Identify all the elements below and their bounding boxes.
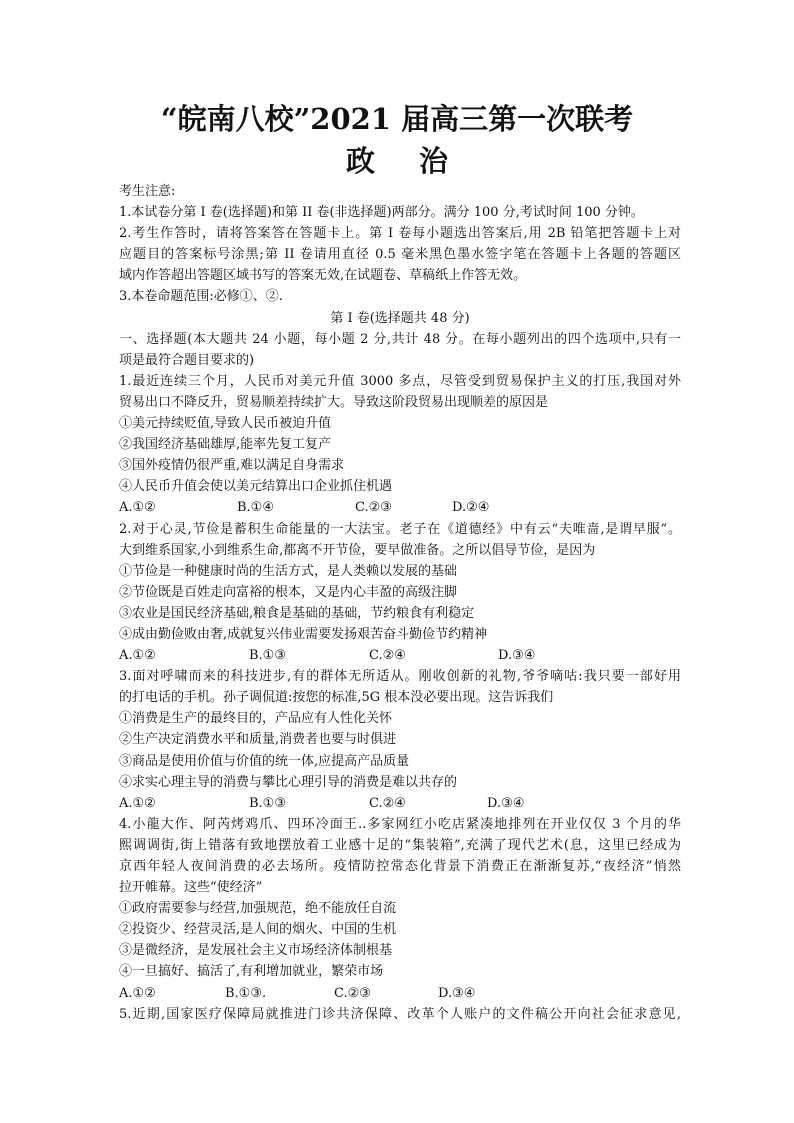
option-a: A.①② xyxy=(119,795,156,811)
subject-char-2: 治 xyxy=(419,144,449,178)
question-stem: 贸易出口不降反升，贸易顺差持续扩大。导致这阶段贸易出现顺差的原因是 xyxy=(119,394,549,410)
question-item: ②投资少、经营灵活,是人间的烟火、中国的生机 xyxy=(119,922,397,938)
option-a: A.①② xyxy=(119,500,156,516)
question-item: ③商品是使用价值与价值的统一体,应提高产品质量 xyxy=(119,753,410,769)
question-item: ④一旦搞好、搞活了,有利增加就业，繁荣市场 xyxy=(119,964,384,980)
question-5-stem: 5.近期,国家医疗保障局就推进门诊共济保障、改革个人账户的文件稿公开向社会征求意见, xyxy=(119,1006,681,1022)
option-c: C.②③ xyxy=(355,500,392,516)
notice-line: 3.本卷命题范围:必修①、②. xyxy=(119,289,283,305)
question-item: ④人民币升值会使以美元结算出口企业抓住机遇 xyxy=(119,479,393,495)
question-3 xyxy=(119,666,681,814)
question-item: ①政府需要参与经营,加强规范，绝不能放任自流 xyxy=(119,901,397,917)
answer-options xyxy=(119,983,681,1004)
question-item: ③是微经济，是发展社会主义市场经济体制根基 xyxy=(119,943,393,959)
notice-line: 应题目的答案标号涂黑;第 II 卷请用直径 0.5 毫米黑色墨水签字笔在答题卡上各题的答题区 xyxy=(119,247,681,263)
question-stem: 1.最近连续三个月，人民币对美元升值 3000 多点，尽管受到贸易保护主义的打压,我国对外 xyxy=(119,373,681,389)
exam-body xyxy=(119,181,681,1025)
option-c: C.②④ xyxy=(369,795,406,811)
answer-options xyxy=(119,497,681,518)
question-stem: 熙调调街,街上错落有致地摆放着工业感十足的“集装箱”,充满了现代艺术(息，这里已经成为 xyxy=(119,837,681,853)
question-4 xyxy=(119,814,681,1004)
option-a: A.①② xyxy=(119,985,156,1001)
option-a: A.①② xyxy=(119,648,156,664)
question-item: ①美元持续贬值,导致人民币被迫升值 xyxy=(119,416,332,432)
question-item: ②我国经济基础雄厚,能率先复工复产 xyxy=(119,437,332,453)
section-intro: 一、选择题(本大题共 24 小题，每小题 2 分,共计 48 分。在每小题列出的四个选项中,只有一 xyxy=(119,331,681,347)
notice-line: 域内作答超出答题区域书写的答案无效,在试题卷、草稿纸上作答无效。 xyxy=(119,268,527,284)
notice-header: 考生注意: xyxy=(119,184,176,199)
question-stem: 3.面对呼啸而来的科技进步,有的群体无所适从。刚收创新的礼物,爷爷嘀咕:我只要一部好用 xyxy=(119,669,681,685)
question-2 xyxy=(119,519,681,667)
option-d: D.③④ xyxy=(498,648,536,664)
option-b: B.①④ xyxy=(237,500,274,516)
option-b: B.①③ xyxy=(249,648,286,664)
option-d: D.②④ xyxy=(452,500,490,516)
section-heading: 第 I 卷(选择题共 48 分) xyxy=(330,310,470,326)
question-stem: 京西年轻人夜间消费的必去场所。疫情防控常态化背景下消费正在渐渐复苏,“夜经济”悄然 xyxy=(119,859,681,874)
question-1 xyxy=(119,371,681,519)
option-b: B.①③. xyxy=(225,985,267,1001)
question-stem: 的打电话的手机。孙子调侃道:按您的标准,5G 根本没必要出现。这告诉我们 xyxy=(119,690,554,706)
question-item: ①节俭是一种健康时尚的生活方式，是人类赖以发展的基础 xyxy=(119,563,458,579)
subject-title xyxy=(0,143,794,179)
question-stem: 大到维系国家,小到维系生命,都离不开节俭，要早做准备。之所以倡导节俭，是因为 xyxy=(119,542,596,558)
question-item: ②节俭既是百姓走向富裕的根本，又是内心丰盈的高级注脚 xyxy=(119,584,458,600)
section-intro: 项是最符合题目要求的) xyxy=(119,352,255,368)
option-d: D.③④ xyxy=(487,795,525,811)
option-c: C.②③ xyxy=(334,985,371,1001)
answer-options xyxy=(119,645,681,666)
question-item: ③国外疫情仍很严重,难以满足自身需求 xyxy=(119,458,345,474)
answer-options xyxy=(119,793,681,814)
question-stem: 4.小龍大作、阿芮烤鸡爪、四环冷面王..多家网红小吃店紧凑地排列在开业仅仅 3 个月的华 xyxy=(119,816,681,832)
question-stem: 拉开帷幕。这些“使经济” xyxy=(119,880,263,896)
notice-line: 1.本试卷分第 I 卷(选择题)和第 II 卷(非选择题)两部分。满分 100 分,考试时间 100 分钟。 xyxy=(119,205,644,221)
option-c: C.②④ xyxy=(369,648,406,664)
question-item: ③农业是国民经济基础,粮食是基础的基础，节约粮食有利稳定 xyxy=(119,605,475,621)
question-item: ①消费是生产的最终目的，产品应有人性化关怀 xyxy=(119,711,393,727)
notice-line: 2.考生作答时，请将答案答在答题卡上。第 I 卷每小题选出答案后,用 2B 铅笔把答题卡上对 xyxy=(119,226,681,242)
question-item: ④成由勤俭败由奢,成就复兴伟业需要发扬艰苦奋斗勤俭节约精神 xyxy=(119,626,488,642)
question-stem: 2.对于心灵,节俭是蓄积生命能量的一大法宝。老子在《道德经》中有云“夫唯啬,是谓早服”。 xyxy=(119,521,681,537)
option-b: B.①③ xyxy=(249,795,286,811)
exam-title: “皖南八校”2021 届高三第一次联考 xyxy=(160,102,634,136)
question-item: ②生产决定消费水平和质量,消费者也要与时俱进 xyxy=(119,732,397,748)
option-d: D.③④ xyxy=(438,985,476,1001)
subject-char-1: 政 xyxy=(345,144,375,178)
question-item: ④求实心理主导的消费与攀比心理引导的消费是难以共存的 xyxy=(119,774,458,790)
